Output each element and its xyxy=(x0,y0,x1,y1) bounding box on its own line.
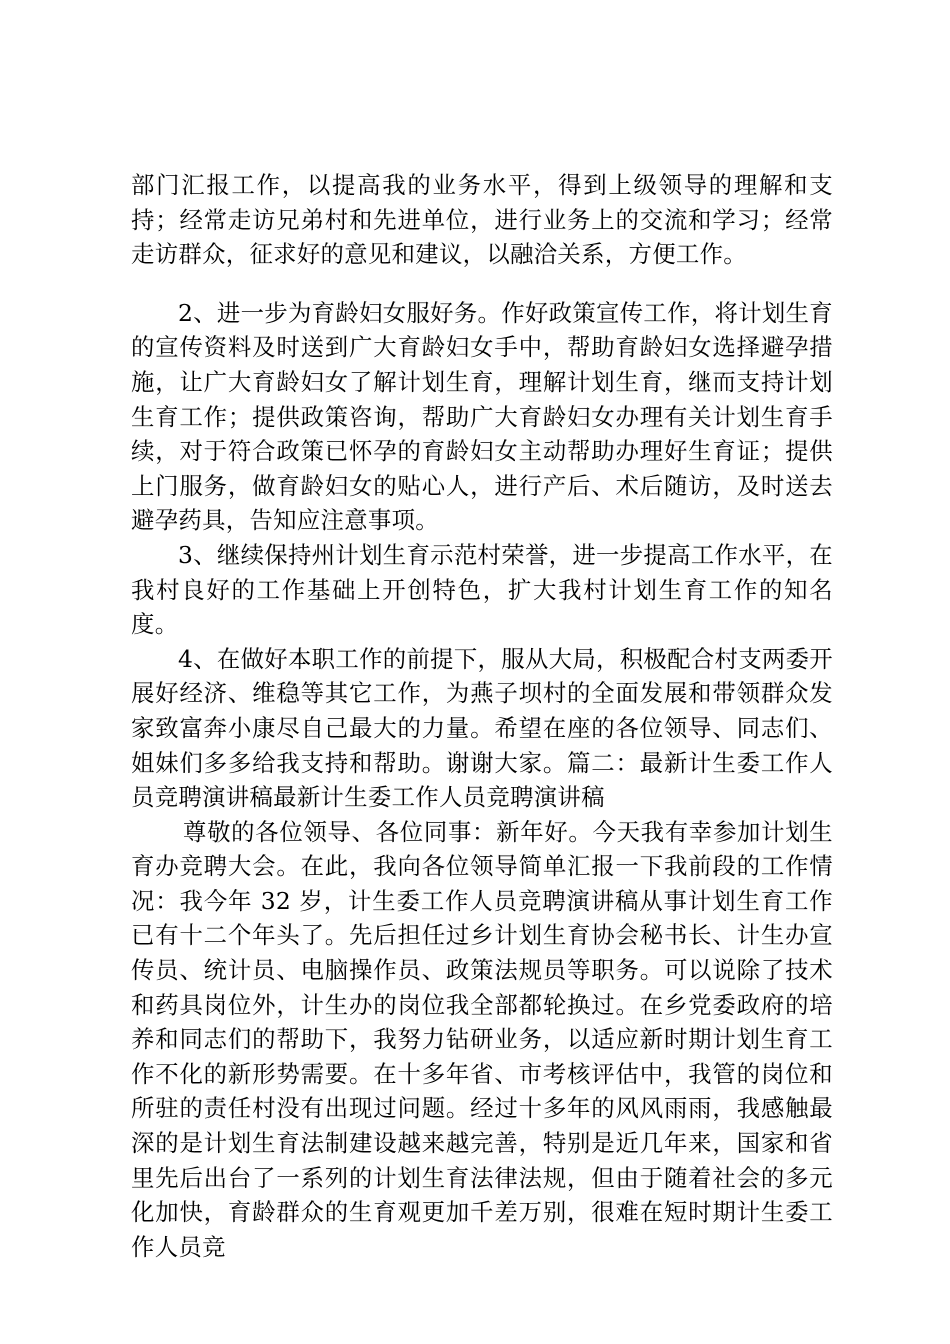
document-body xyxy=(131,168,833,1264)
paragraph-speech: 尊敬的各位领导、各位同事：新年好。今天我有幸参加计划生育办竞聘大会。在此，我向各位领导简单汇报一下我前段的工作情况：我今年 32 岁，计生委工作人员竞聘演讲稿从事计划生育工作已有十二个年头了。先后担任过乡计划生育协会秘书长、计生办宣传员、统计员、电脑操作员、政策法规员等职务。可以说除了技术和药具岗位外，计生办的岗位我全部都轮换过。在乡党委政府的培养和同志们的帮助下，我努力钻研业务，以适应新时期计划生育工作不化的新形势需要。在十多年省、市考核评估中，我管的岗位和所驻的责任村没有出现过问题。经过十多年的风风雨雨，我感触最深的是计划生育法制建设越来越完善，特别是近几年来，国家和省里先后出台了一系列的计划生育法律法规，但由于随着社会的多元化加快，育龄群众的生育观更加千差万别，很难在短时期计生委工作人员竞 xyxy=(131,817,833,1261)
paragraph-gap xyxy=(131,272,833,296)
paragraph-item-4: 4、在做好本职工作的前提下，服从大局，积极配合村支两委开展好经济、维稳等其它工作，为燕子坝村的全面发展和带领群众发家致富奔小康尽自己最大的力量。希望在座的各位领导、同志们、姐妹们多多给我支持和帮助。谢谢大家。篇二：最新计生委工作人员竞聘演讲稿最新计生委工作人员竞聘演讲稿 xyxy=(131,644,833,812)
paragraph-item-2: 2、进一步为育龄妇女服好务。作好政策宣传工作，将计划生育的宣传资料及时送到广大育龄妇女手中，帮助育龄妇女选择避孕措施，让广大育龄妇女了解计划生育，理解计划生育，继而支持计划生育工作；提供政策咨询，帮助广大育龄妇女办理有关计划生育手续，对于符合政策已怀孕的育龄妇女主动帮助办理好生育证；提供上门服务，做育龄妇女的贴心人，进行产后、术后随访，及时送去避孕药具，告知应注意事项。 xyxy=(131,298,833,535)
paragraph-continuation: 部门汇报工作，以提高我的业务水平，得到上级领导的理解和支持；经常走访兄弟村和先进单位，进行业务上的交流和学习；经常走访群众，征求好的意见和建议，以融洽关系，方便工作。 xyxy=(131,171,833,269)
paragraph-item-3: 3、继续保持州计划生育示范村荣誉，进一步提高工作水平，在我村良好的工作基础上开创特色，扩大我村计划生育工作的知名度。 xyxy=(131,540,833,639)
